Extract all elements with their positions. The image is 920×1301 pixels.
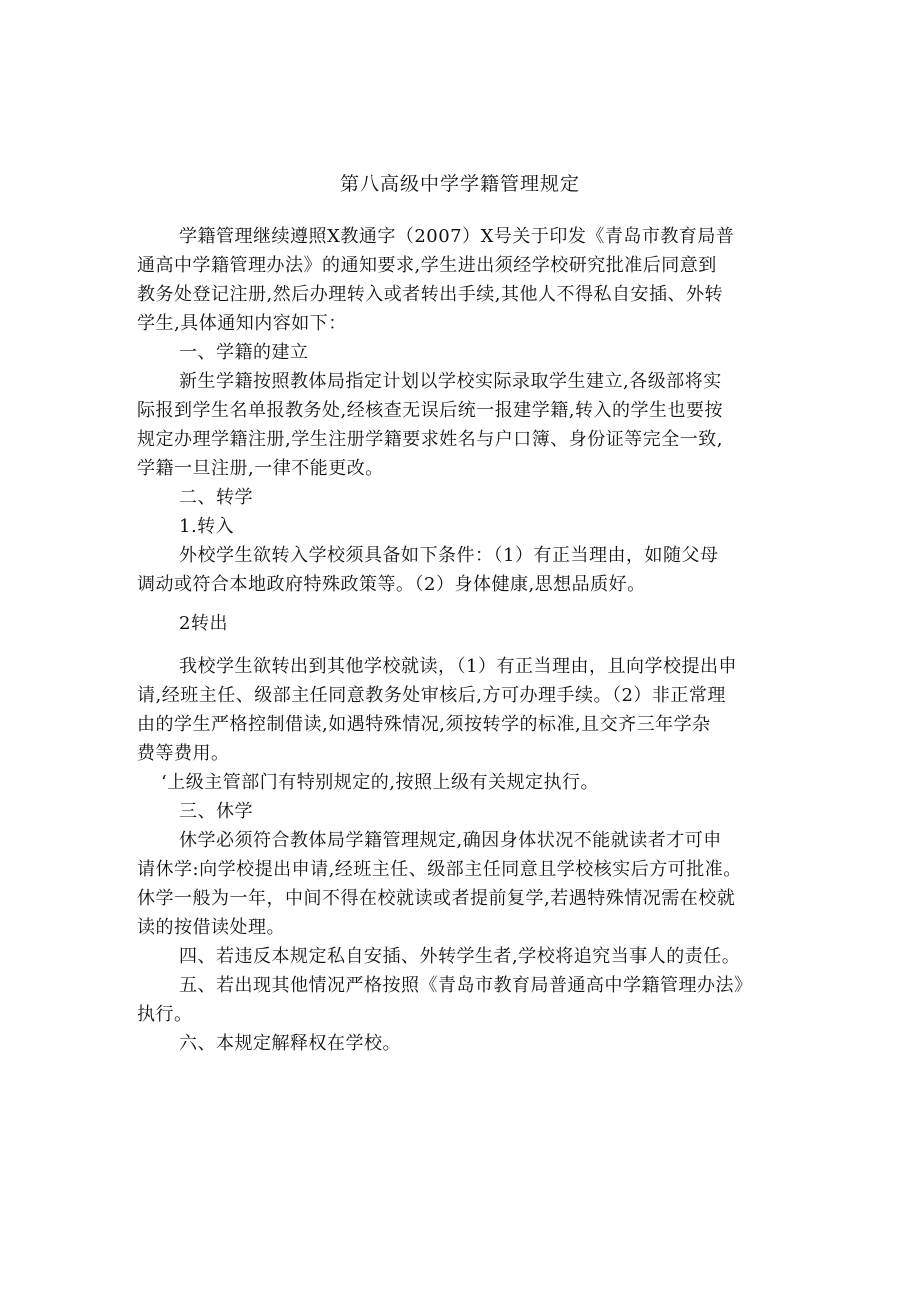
section-heading-3: 三、休学 [179,801,253,822]
section-heading-2: 二、转学 [179,487,253,508]
section-1-line-4: 学籍一旦注册,一律不能更改。 [137,458,384,479]
subsection-transfer-out: 2转出 [179,613,228,634]
section-heading-1: 一、学籍的建立 [179,342,309,363]
section-3-line-2: 请休学:向学校提出申请,经班主任、级部主任同意且学校核实后方可批准。 [137,859,742,880]
transfer-in-line-2: 调动或符合本地政府特殊政策等。（2）身体健康,思想品质好。 [137,574,646,595]
transfer-out-line-2: 请,经班主任、级部主任同意教务处审核后,方可办理手续。（2）非正常理 [137,685,726,706]
section-4: 四、若违反本规定私自安插、外转学生者,学校将追究当事人的责任。 [179,946,741,967]
intro-line-3: 教务处登记注册,然后办理转入或者转出手续,其他人不得私自安插、外转 [137,284,723,305]
transfer-note: ‘上级主管部门有特别规定的,按照上级有关规定执行。 [161,772,599,793]
section-5-line-1: 五、若出现其他情况严格按照《青岛市教育局普通高中学籍管理办法》 [179,975,753,996]
section-3-line-3: 休学一般为一年，中间不得在校就读或者提前复学,若遇特殊情况需在校就 [137,888,736,909]
transfer-in-line-1: 外校学生欲转入学校须具备如下条件：（1）有正当理由，如随父母 [179,545,719,566]
intro-line-1: 学籍管理继续遵照X教通字（2007）X号关于印发《青岛市教育局普 [179,226,735,247]
transfer-out-line-1: 我校学生欲转出到其他学校就读，（1）有正当理由，且向学校提出申 [179,656,737,677]
subsection-transfer-in: 1.转入 [179,516,235,537]
section-3-line-4: 读的按借读处理。 [137,917,285,938]
section-3-line-1: 休学必须符合教体局学籍管理规定,确因身体状况不能就读者才可申 [179,830,722,851]
section-5-line-2: 执行。 [137,1004,193,1025]
intro-line-4: 学生,具体通知内容如下： [137,313,347,334]
document-body [137,222,807,1058]
document-title: 第八高级中学学籍管理规定 [339,173,580,195]
transfer-out-line-3: 由的学生严格控制借读,如遇特殊情况,须按转学的标准,且交齐三年学杂 [137,714,711,735]
intro-line-2: 通高中学籍管理办法》的通知要求,学生进出须经学校研究批准后同意到 [137,255,717,276]
section-6: 六、本规定解释权在学校。 [179,1033,401,1054]
section-1-line-1: 新生学籍按照教体局指定计划以学校实际录取学生建立,各级部将实 [179,371,722,392]
section-1-line-2: 际报到学生名单报教务处,经核查无误后统一报建学籍,转入的学生也要按 [137,400,723,421]
section-1-line-3: 规定办理学籍注册,学生注册学籍要求姓名与户口簿、身份证等完全一致, [137,429,723,450]
transfer-out-line-4: 费等费用。 [137,743,230,764]
